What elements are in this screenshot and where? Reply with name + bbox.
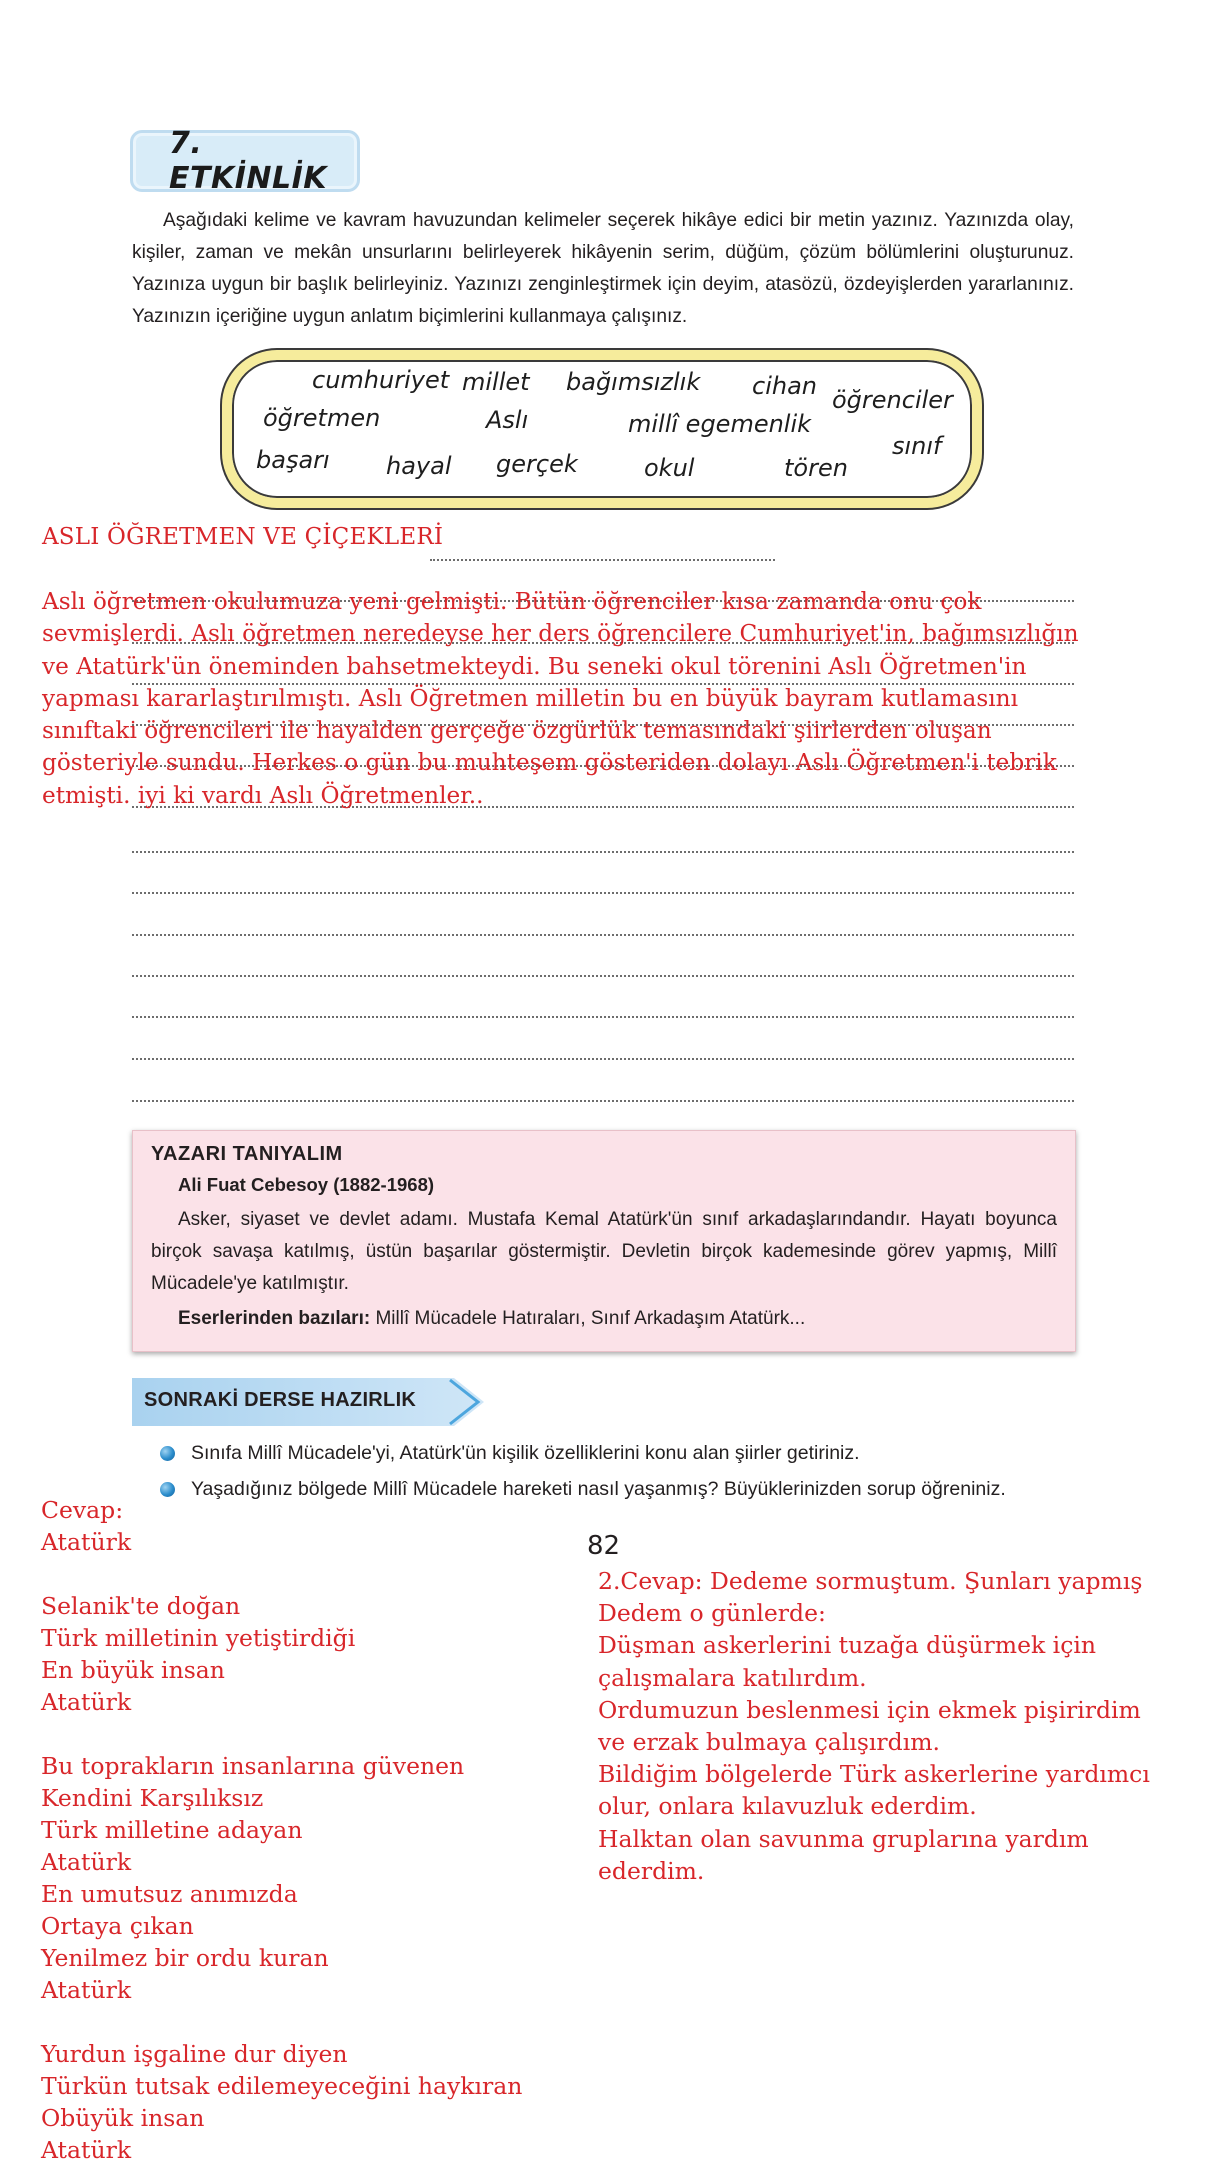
next-lesson-item-text: Sınıfa Millî Mücadele'yi, Atatürk'ün kişilik özelliklerini konu alan şiirler getiriniz. (191, 1442, 860, 1464)
pool-word: Aslı (486, 406, 529, 434)
pool-word: sınıf (892, 432, 942, 460)
pool-word: öğretmen (263, 404, 381, 432)
writing-line (132, 1100, 1074, 1102)
activity-badge (130, 126, 360, 196)
next-lesson-banner (132, 1378, 484, 1426)
author-name: Ali Fuat Cebesoy (1882-1968) (178, 1174, 435, 1195)
author-box (132, 1130, 1076, 1352)
essay-body: Aslı öğretmen okulumuza yeni gelmişti. Bütün öğrenciler kısa zamanda onu çok sevmişlerdi. Aslı öğretmen neredeyse her ders öğrencilere Cumhuriyet'in, bağımsızlığın ve Atatürk'ün öneminden bahsetmekteydi. Bu seneki okul törenini Aslı Öğretmen'in yapması kararlaştırılmıştı. Aslı Öğretmen milletin bu en büyük bayram kutlamasını sınıftaki öğrencileri ile hayalden gerçeğe özgürlük temasındaki şiirlerden oluşan gösteriyle sundu. Herkes o gün bu muhteşem gösteriden dolayı Aslı Öğretmen'i tebrik etmişti. iyi ki vardı Aslı Öğretmenler.. (42, 588, 1079, 809)
next-lesson-item (160, 1442, 860, 1465)
page-number: 82 (587, 1531, 621, 1561)
author-bio: Asker, siyaset ve devlet adamı. Mustafa Kemal Atatürk'ün sınıf arkadaşlarındandır. Hayatı boyunca birçok savaşa katılmış, üstün başarılar göstermiştir. Devletin birçok kademesinde görev yapmış, Millî Mücadele'ye katılmıştır. (151, 1209, 1057, 1294)
author-works (178, 1308, 1057, 1330)
pool-word: öğrenciler (832, 386, 953, 414)
pool-word: cumhuriyet (312, 366, 450, 394)
next-lesson-item-text: Yaşadığınız bölgede Millî Mücadele hareketi nasıl yaşanmış? Büyüklerinizden sorup öğreniniz. (191, 1478, 1006, 1500)
pool-word: cihan (752, 372, 817, 400)
word-pool (222, 350, 982, 508)
pool-word: başarı (256, 446, 330, 474)
writing-line (132, 851, 1074, 853)
answer-right: 2.Cevap: Dedeme sormuştum. Şunları yapmış Dedem o günlerde: Düşman askerlerini tuzağa düşürmek için çalışmalara katılırdım. Ordumuzun beslenmesi için ekmek pişirirdim ve erzak bulmaya çalışırdım. Bildiğim bölgelerde Türk askerlerine yardımcı olur, onlara kılavuzluk ederdim. Halktan olan savunma gruplarına yardım ederdim. (598, 1567, 1150, 1885)
writing-line (132, 1058, 1074, 1060)
writing-line (132, 975, 1074, 977)
writing-line (132, 934, 1074, 936)
writing-line (132, 1016, 1074, 1018)
instructions (132, 205, 1074, 333)
pool-word: okul (644, 454, 695, 482)
pool-word: gerçek (496, 450, 578, 478)
pool-word: millet (462, 368, 530, 396)
writing-line (430, 559, 775, 561)
works-list: Millî Mücadele Hatıraları, Sınıf Arkadaşım Atatürk... (375, 1308, 806, 1329)
next-lesson-heading: SONRAKİ DERSE HAZIRLIK (144, 1389, 417, 1411)
pool-word: tören (784, 454, 848, 482)
writing-line (132, 892, 1074, 894)
pool-word: bağımsızlık (566, 368, 701, 396)
essay-title: ASLI ÖĞRETMEN VE ÇİÇEKLERİ (42, 524, 444, 550)
pool-word: hayal (386, 452, 452, 480)
answer-left: Cevap: Atatürk Selanik'te doğan Türk milletinin yetiştirdiği En büyük insan Atatürk Bu toprakların insanlarına güvenen Kendini Karşılıksız Türk milletine adayan Atatürk En umutsuz anımızda Ortaya çıkan Yenilmez bir ordu kuran Atatürk Yurdun işgaline dur diyen Türkün tutsak edilemeyeceğini haykıran Obüyük insan Atatürk (41, 1496, 523, 2164)
pool-word: millî egemenlik (628, 410, 812, 438)
instructions-text: Aşağıdaki kelime ve kavram havuzundan kelimeler seçerek hikâye edici bir metin yazınız. Yazınızda olay, kişiler, zaman ve mekân unsurlarını belirleyerek hikâyenin serim, düğüm, çözüm bölümlerini oluşturunuz. Yazınıza uygun bir başlık belirleyiniz. Yazınızı zenginleştirmek için deyim, atasözü, özdeyişlerden yararlanınız. Yazınızın içeriğine uygun anlatım biçimlerini kullanmaya çalışınız. (132, 210, 1074, 327)
author-box-heading: YAZARI TANIYALIM (151, 1143, 343, 1165)
works-label: Eserlerinden bazıları: (178, 1308, 371, 1329)
bullet-icon (160, 1446, 175, 1461)
activity-label: 7. ETKİNLİK (169, 126, 327, 196)
